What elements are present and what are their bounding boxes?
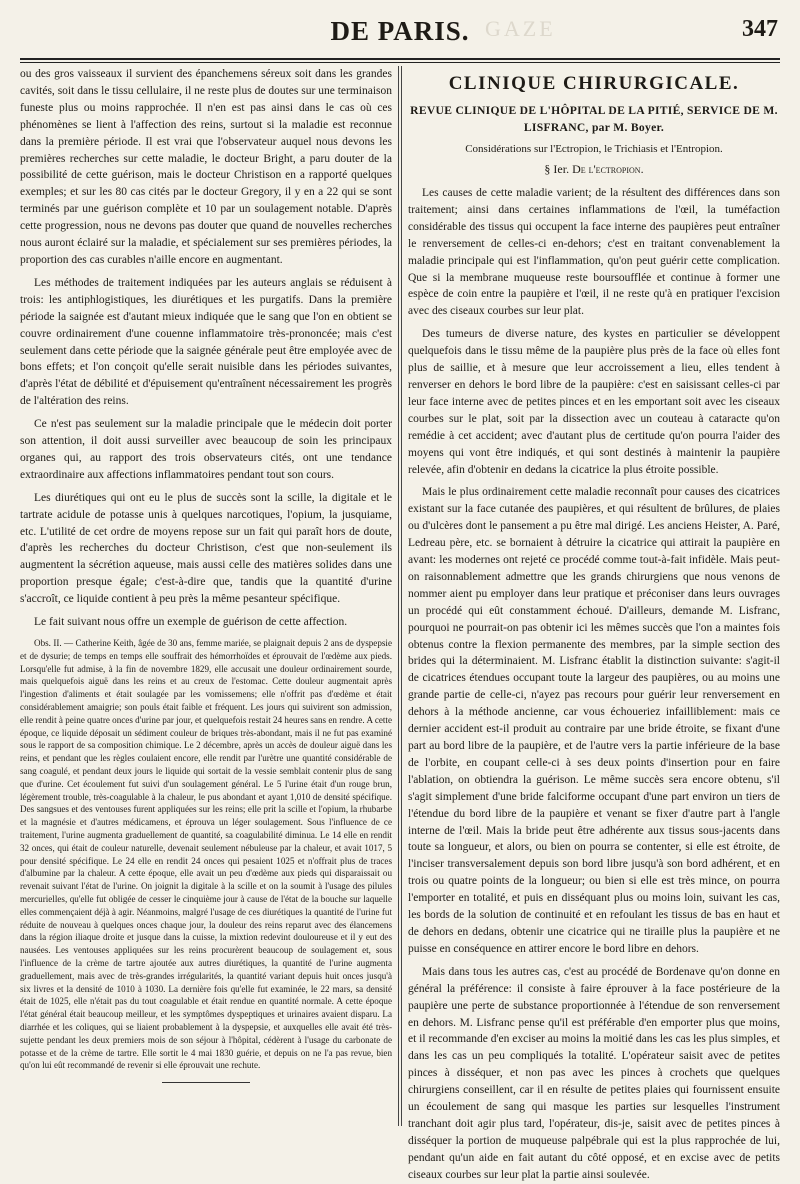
right-column [408, 66, 780, 1184]
section-subtitle [408, 102, 780, 136]
column-divider-double [401, 66, 402, 1126]
paragraph-tumours: Des tumeurs de diverse nature, des kystes en particulier se développent quelquefois dans le tissu même de la paupière plus près de la face où elles font plus de saillie, et à mesure que leur accroissement a lieu, elles tendent à renverser en dehors le bord libre de la paupière: c'est en saisissant celles-ci par leur face interne avec de petites pinces et en les emportant soit avec les ciseaux courbes sur le plat, soit par la dissection avec un couteau à cataracte qu'on remédie à cet accident; avec d'autant plus de certitude qu'on pourra l'aider des moyens qui vont être indiqués, et qui sont destinés à maintenir la paupière relevée, afin d'obtenir en dedans la cicatrice la plus étroite possible. [408, 328, 780, 476]
page-header [20, 8, 780, 48]
paragraph-bordenave: Mais dans tous les autres cas, c'est au procédé de Bordenave qu'on donne en général la préférence: il consiste à faire éprouver à la face postérieure de la paupière une perte de substance proportionnée à l'étendue de son renversement en dehors. M. Lisfranc pense qu'il est préférable d'en emporter plus que moins, et il recommande d'en exciser au moins la moitié dans les cas les plus simples, et dans les cas un peu compliqués la totalité. L'opérateur saisit avec de petites pinces à disséquer, et non pas avec les pinces à crochets que quelques chirurgiens conseillent, car il en résulte de petites plaies qui fournissent ensuite un écoulement de sang qui masque les parties sur lesquelles l'instrument tranchant doit agir plus tard, l'opérateur, dis-je, saisit avec de petites pinces à disséquer la portion de muqueuse palpébrale qui est la plus rapprochée de lui, pendant qu'un aide en fait autant du côté opposé, et en excise avec de petits ciseaux courbes sur leur plat la partie ainsi soulevée. [408, 965, 780, 1181]
paragraph-case-intro: Le fait suivant nous offre un exemple de guérison de cette affection. [34, 616, 348, 629]
considerations-heading: Considérations sur l'Ectropion, le Trichiasis et l'Entropion. [465, 143, 723, 155]
paragraph-causes: Les causes de cette maladie varient; de la résultent des différences dans son traitement; ainsi dans certaines inflammations de l'œil, la tuméfaction considérable des tissus qui occupent la face interne des paupières peut entraîner le renversement de celles-ci en-dehors; c'est en traitant convenablement la maladie principale qui est l'inflammation, qu'on peut guérir cette complication. Que si la membrane muqueuse reste boursoufflée et continue à former une espèce de coin entre la paupière et l'œil, il ne reste qu'à en pratiquer l'excision avec des ciseaux courbes sur leur plat. [408, 187, 780, 318]
paragraph-organ-surveillance: Ce n'est pas seulement sur la maladie principale que le médecin doit porter son attention, il doit aussi surveiller avec beaucoup de soin les principaux organes qui, au rapport des trois observateurs cités, ont une tendance extraordinaire aux affections inflammatoires pendant tout son cours. [20, 418, 392, 481]
column-divider [398, 66, 399, 1126]
paragraph-diuretics: Les diurétiques qui ont eu le plus de succès sont la scille, la digitale et le tartrate acidule de potasse unis à quelques narcotiques, l'opium, la jusquiame, etc. L'utilité de cet ordre de moyens repose sur un fait qui paraît hors de doute, d'après les recherches du docteur Christison, c'est que non-seulement ils augmentent la sécrétion aqueuse, mais aussi celle des matières solides dans une proportion presque égale; c'est-à-dire que, tandis que la quantité d'urine s'accroît, ce liquide contient à peu près la même pesanteur spécifique. [20, 491, 392, 606]
running-title: DE PARIS. [330, 16, 470, 46]
observation-case-report: Obs. II. — Catherine Keith, âgée de 30 ans, femme mariée, se plaignait depuis 2 ans de dyspepsie et de dysurie; de temps en temps elle souffrait des hémorrhoïdes et éprouvait de l'œdème aux pieds. Lorsqu'elle fut admise, à la fin de novembre 1829, elle accusait une douleur ordinairement sourde, mais quelquefois aiguë dans les reins et au creux de l'estomac. Cette douleur augmentait après l'ingestion d'aliments et était soulagée par les vomissemens; elle n'offrit pas d'œdème et était considérablement amaigrie; son pouls était faible et fréquent. Les jours qui suivirent son admission, elle rendit à peine quatre onces d'urine par jour, et quelquefois restait 24 heures sans en rendre. A cette époque, ce liquide déposait un sédiment couleur de briques très-abondant, mais il ne fut pas examiné sous le rapport de sa composition chimique. Le 2 décembre, après un accès de douleur aiguë dans les reins, et pendant que les règles coulaient encore, elle rendit par l'urètre une quantité considérable de sang coagulé, et pendant deux jours le liquide qui sortait de la vessie semblait contenir plus de sang que d'urine. Cet écoulement fut suivi d'un soulagement général. Le 5 l'urine était d'un rouge brun, légèrement trouble, très-coagulable à la chaleur, le pus abondant et ayant 1,010 de densité spécifique. Des sangsues et des ventouses furent appliquées sur les reins; elle prit la scille et l'opium, la rhubarbe et la magnésie et d'autres médicamens, et éprouva un léger soulagement. Sous l'influence de ce traitement, l'urine augmenta graduellement de quantité, sa coagulabilité diminua. Le 14 elle en rendit 32 onces, qui était de couleur naturelle, devenait seulement nébuleuse par la chaleur, et avait 1017, 5 pour densité spécifique. Le 24 elle en rendit 24 onces qui pesaient 1025 et n'offrait plus de traces d'albumine par la chaleur. A cette époque, elle avait un peu d'œdème aux pieds qui disparaissait ou revenait suivant l'état de l'urine. On joignit la digitale à la scille et on la soumit à l'usage des pilules mercurielles, qu'elle fut obligée de cesser le cinquième jour à cause de l'état de la bouche sur laquelle elles commençaient déjà à agir. Néanmoins, malgré l'usage de ces diurétiques la quantité de l'urine fut réduite de nouveau à quelques onces chaque jour, la douleur des reins reparut avec des élancemens dans la région iliaque droite et jusque dans la cuisse, la mixtion redevint douloureuse et il y eut des nausées. Les ventouses appliquées sur les reins procurèrent beaucoup de soulagement et, sous l'influence de la crème de tartre ajoutée aux autres diurétiques, la quantité de l'urine augmenta graduellement, mais avec de très-grandes irrégularités, la quantité variant depuis huit onces jusqu'à six livres et la densité de 1010 à 1030. La dernière fois qu'elle fut examinée, le 22 mars, sa densité était de 1025, elle n'était pas du tout coagulable et était rendue en quantité normale. A cette époque l'état général était beaucoup meilleur, et les symptômes dyspeptiques et urinaires avaient disparu. La diarrhée et les coliques, qui se liaient probablement à la dyspepsie, et auxquelles elle avait été très-sujette pendant les deux premiers mois de son séjour à l'hôpital, cédèrent à l'usage du carbonate de potasse et de la crème de tartre. Elle sortit le 4 mai 1830 guérie, et depuis on ne l'a pas revue, bien qu'on lui eût recommandé de revenir si elle éprouvait une rechute. [20, 638, 392, 1071]
show-through-text: GAZE [485, 16, 556, 41]
page-number: 347 [742, 16, 778, 42]
paragraph-treatment-methods: Les méthodes de traitement indiquées par les auteurs anglais se réduisent à trois: les antiphlogistiques, les diurétiques et les purgatifs. Dans la première période la saignée est d'autant mieux indiquée que le sang que l'on en obtient se couvre ordinairement d'une couenne inflammatoire très-prononcée; mais c'est seulement dans cette période que la saignée générale peut être employée avec de bons effets; et l'on conçoit qu'elle serait nuisible dans les périodes suivantes, d'après l'état de débilité et d'épuisement qu'entraînent nécessairement les progrès de l'altération des reins. [20, 276, 392, 408]
header-rule-thin [20, 62, 780, 63]
left-column [20, 66, 392, 1083]
paragraph-continuation: ou des gros vaisseaux il survient des épanchemens séreux soit dans les grandes cavités, soit dans le tissu cellulaire, il ne reste plus de doutes sur une terminaison funeste plus ou moins rapprochée. Il n'en est pas ainsi dans le cas où ces phénomènes se lient à l'affection des reins, surtout si la maladie est reconnue dans la première période. Il est vrai que l'observateur auquel nous devons les premières recherches sur cette maladie, le docteur Bright, a paru douter de la possibilité de cette guérison, mais le docteur Christison en a rapporté quelques exemples; et sur les 80 cas cités par le docteur Gregory, il y en a 22 qui se sont terminés par une guérison complète et 10 par un soulagement notable. D'après cette progression, nous ne devons pas douter que quand de nouvelles recherches nous auront éclairé sur la maladie, et spécialement sur ses premières périodes, la proportion des cas curables n'aille encore en augmentant. [20, 68, 392, 266]
header-rule [20, 58, 780, 60]
section-title: CLINIQUE CHIRURGICALE. [448, 73, 740, 94]
end-rule [162, 1082, 250, 1083]
section-name: De l'ectropion. [572, 162, 644, 176]
section-marker: § Ier. [544, 162, 570, 176]
subtitle-main: REVUE CLINIQUE DE L'HÔPITAL DE LA PITIÉ, SERVICE DE M. LISFRANC, [410, 104, 778, 134]
subtitle-author: par M. Boyer. [591, 121, 665, 134]
paragraph-cicatrices: Mais le plus ordinairement cette maladie reconnaît pour causes des cicatrices existant sur la face cutanée des paupières, et qui résultent de brûlures, de plaies ou d'ulcères dont le pansement a pu être mal dirigé. Les anciens Heister, A. Paré, Ledreau père, etc. se bornaient à détruire la cicatrice qui attirait la paupière en avant: les modernes ont rejeté ce procédé comme tout-à-fait infidèle. Mais peut-on raisonnablement admettre que les grands chirurgiens que nous venons de nommer aient pu employer dans leur pratique et préconiser dans leurs ouvrages un procédé qui eût constamment échoué. D'ailleurs, demande M. Lisfranc, pourquoi ne pourrait-on pas obtenir ici les mêmes succès que l'on a maintes fois obtenus contre la flexion permanente des membres, par la simple section des brides qui la déterminaient. M. Lisfranc établit la distinction suivante: s'agit-il de cicatrices étendues occupant toute la largeur des paupières, ou au moins une grande partie de celle-ci, n'ayez pas recours pour guérir leur renversement en dehors à la méthode ancienne, car vous échoueriez infailliblement: mais ce dernier accident est-il produit au contraire par une bride étroite, se fixant d'une part au bord libre de la paupière, et de l'autre vers la partie inférieure de la base de l'orbite, en coupant celle-ci à ses deux points d'insertion pour en faire l'ablation, on obtiendra la guérison. Le même succès sera encore obtenu, s'il s'agit simplement d'une bride falciforme occupant d'une part environ un tiers de l'étendue du bord libre de la paupière et venant se fixer d'autre part à l'angle interne de l'œil. Mais la bride peut être adhérente aux tissus sous-jacents dans toute sa longueur, et alors, ou bien on pourra se contenter, si elle est étroite, de l'inciser transversalement depuis son bord libre jusqu'à son bord adhérent, et en trois ou quatre points de la longueur; ou bien si elle est très mince, on pourra l'emporter en totalité, et puis en disséquant plus ou moins loin, suivant les cas, les bords de la solution de continuité et en refoulant les tissus de bas en haut et de dehors en dedans, obtenir une cicatrice qui ne tiraille plus la paupière et ne puisse en conséquence en attirer encore le bord libre en dehors. [408, 486, 780, 955]
subsection-heading [408, 162, 780, 177]
